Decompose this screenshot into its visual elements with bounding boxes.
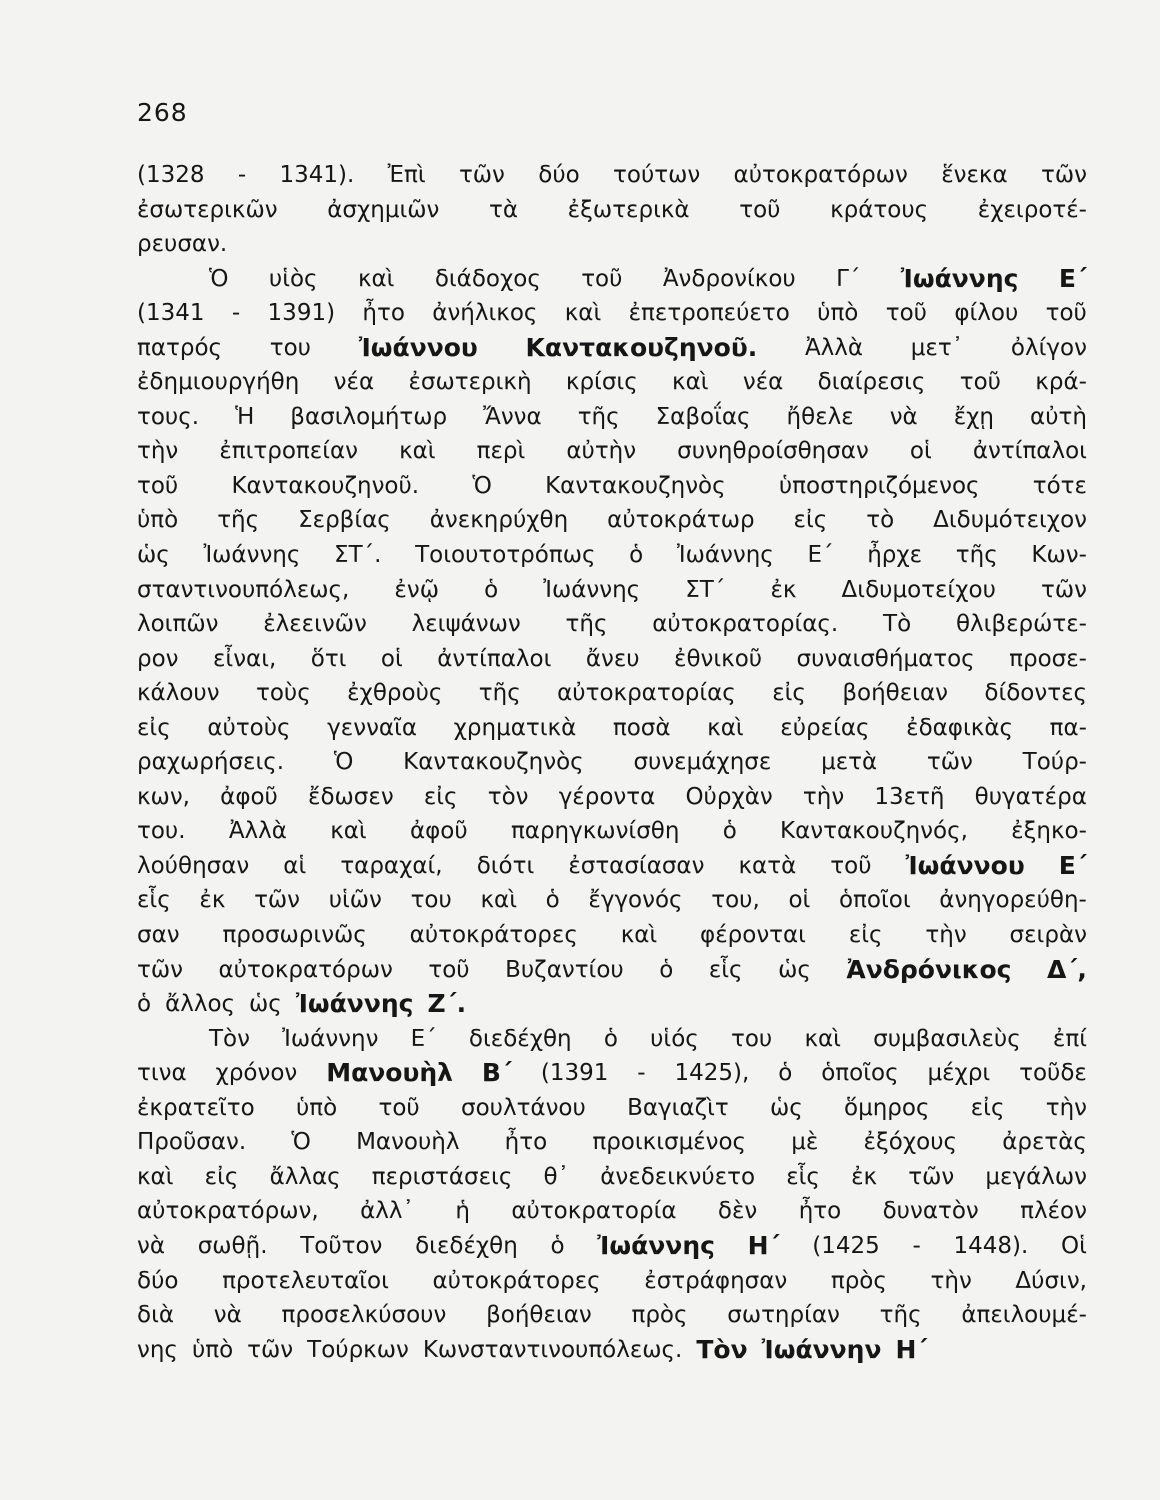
text-line: νὰ σωθῇ. Τοῦτον διεδέχθη ὁ Ἰωάννης Η΄ (1425 - 1448). Οἱ xyxy=(137,1230,1087,1260)
text-line: ἐσωτερικῶν ἀσχημιῶν τὰ ἐξωτερικὰ τοῦ κράτους ἐχειροτέ- xyxy=(137,196,1087,223)
text-line: ραχωρήσεις. Ὁ Καντακουζηνὸς συνεμάχησε μετὰ τῶν Τούρ- xyxy=(137,749,1087,776)
text-line: (1328 - 1341). Ἐπὶ τῶν δύο τούτων αὐτοκρατόρων ἕνεκα τῶν xyxy=(137,162,1087,188)
text-line: τοῦ Καντακουζηνοῦ. Ὁ Καντακουζηνὸς ὑποστηριζόμενος τότε xyxy=(137,472,1087,499)
text-line: διὰ νὰ προσελκύσουν βοήθειαν πρὸς σωτηρίαν τῆς ἀπειλουμέ- xyxy=(137,1302,1087,1329)
text-line: Ὁ υἱὸς καὶ διάδοχος τοῦ Ἀνδρονίκου Γ΄ Ἰωάννης Ε΄ xyxy=(209,263,1087,293)
text-line: (1341 - 1391) ἦτο ἀνήλικος καὶ ἐπετροπεύετο ὑπὸ τοῦ φίλου τοῦ xyxy=(137,300,1087,327)
text-line: εἰς αὐτοὺς γενναῖα χρηματικὰ ποσὰ καὶ εὐρείας ἐδαφικὰς πα- xyxy=(137,714,1087,741)
text-line: ἐδημιουργήθη νέα ἐσωτερικὴ κρίσις καὶ νέα διαίρεσις τοῦ κρά- xyxy=(137,369,1087,396)
text-line: ὑπὸ τῆς Σερβίας ἀνεκηρύχθη αὐτοκράτωρ εἰς τὸ Διδυμότειχον xyxy=(137,507,1087,534)
text-line: κων, ἀφοῦ ἔδωσεν εἰς τὸν γέροντα Οὐρχὰν τὴν 13ετῆ θυγατέρα xyxy=(137,783,1087,810)
text-line: λοιπῶν ἐλεεινῶν λειψάνων τῆς αὐτοκρατορίας. Τὸ θλιβερώτε- xyxy=(137,611,1087,638)
text-line: ὡς Ἰωάννης ΣΤ΄. Τοιουτοτρόπως ὁ Ἰωάννης Ε΄ ἦρχε τῆς Κων- xyxy=(137,542,1087,569)
text-line: τὴν ἐπιτροπείαν καὶ περὶ αὐτὴν συνηθροίσθησαν οἱ ἀντίπαλοι xyxy=(137,438,1087,465)
text-line: κάλουν τοὺς ἐχθροὺς τῆς αὐτοκρατορίας εἰς βοήθειαν δίδοντες xyxy=(137,680,1087,707)
text-line: ἐκρατεῖτο ὑπὸ τοῦ σουλτάνου Βαγιαζὶτ ὡς ὅμηρος εἰς τὴν xyxy=(137,1094,1087,1121)
text-line: λούθησαν αἱ ταραχαί, διότι ἐστασίασαν κατὰ τοῦ Ἰωάννου Ε΄ xyxy=(137,850,1087,880)
text-line: τινα χρόνον Μανουὴλ Β΄ (1391 - 1425), ὁ ὁποῖος μέχρι τοῦδε xyxy=(137,1058,1087,1088)
text-line: Τὸν Ἰωάννην Ε΄ διεδέχθη ὁ υἱός του καὶ συμβασιλεὺς ἐπί xyxy=(209,1025,1087,1052)
text-line: ρευσαν. xyxy=(137,231,228,258)
text-line: καὶ εἰς ἄλλας περιστάσεις θ᾽ ἀνεδεικνύετο εἷς ἐκ τῶν μεγάλων xyxy=(137,1163,1087,1190)
text-line: ὁ ἄλλος ὡς Ἰωάννης Ζ΄. xyxy=(137,989,467,1019)
text-line: Προῦσαν. Ὁ Μανουὴλ ἦτο προικισμένος μὲ ἐξόχους ἀρετὰς xyxy=(137,1129,1087,1156)
text-line: τους. Ἡ βασιλομήτωρ Ἄννα τῆς Σαβοΐας ἤθελε νὰ ἔχῃ αὐτὴ xyxy=(137,403,1087,430)
text-line: σαν προσωρινῶς αὐτοκράτορες καὶ φέρονται εἰς τὴν σειρὰν xyxy=(137,922,1087,949)
page-number: 268 xyxy=(137,98,188,127)
text-line: νης ὑπὸ τῶν Τούρκων Κωνσταντινουπόλεως. Τὸν Ἰωάννην Η΄ xyxy=(137,1334,928,1364)
text-line: πατρός του Ἰωάννου Καντακουζηνοῦ. Ἀλλὰ μετ᾽ ὀλίγον xyxy=(137,332,1087,362)
text-line: σταντινουπόλεως, ἐνῷ ὁ Ἰωάννης ΣΤ΄ ἐκ Διδυμοτείχου τῶν xyxy=(137,576,1087,603)
body-text xyxy=(137,158,1087,1367)
text-line: εἷς ἐκ τῶν υἱῶν του καὶ ὁ ἔγγονός του, οἱ ὁποῖοι ἀνηγορεύθη- xyxy=(137,887,1087,914)
text-line: αὐτοκρατόρων, ἀλλ᾽ ἡ αὐτοκρατορία δὲν ἦτο δυνατὸν πλέον xyxy=(137,1198,1087,1225)
text-line: του. Ἀλλὰ καὶ ἀφοῦ παρηγκωνίσθη ὁ Καντακουζηνός, ἐξηκο- xyxy=(137,818,1087,845)
text-line: τῶν αὐτοκρατόρων τοῦ Βυζαντίου ὁ εἷς ὡς Ἀνδρόνικος Δ΄, xyxy=(137,954,1087,984)
text-line: ρον εἶναι, ὅτι οἱ ἀντίπαλοι ἄνευ ἐθνικοῦ συναισθήματος προσε- xyxy=(137,645,1087,672)
text-line: δύο προτελευταῖοι αὐτοκράτορες ἐστράφησαν πρὸς τὴν Δύσιν, xyxy=(137,1267,1087,1294)
